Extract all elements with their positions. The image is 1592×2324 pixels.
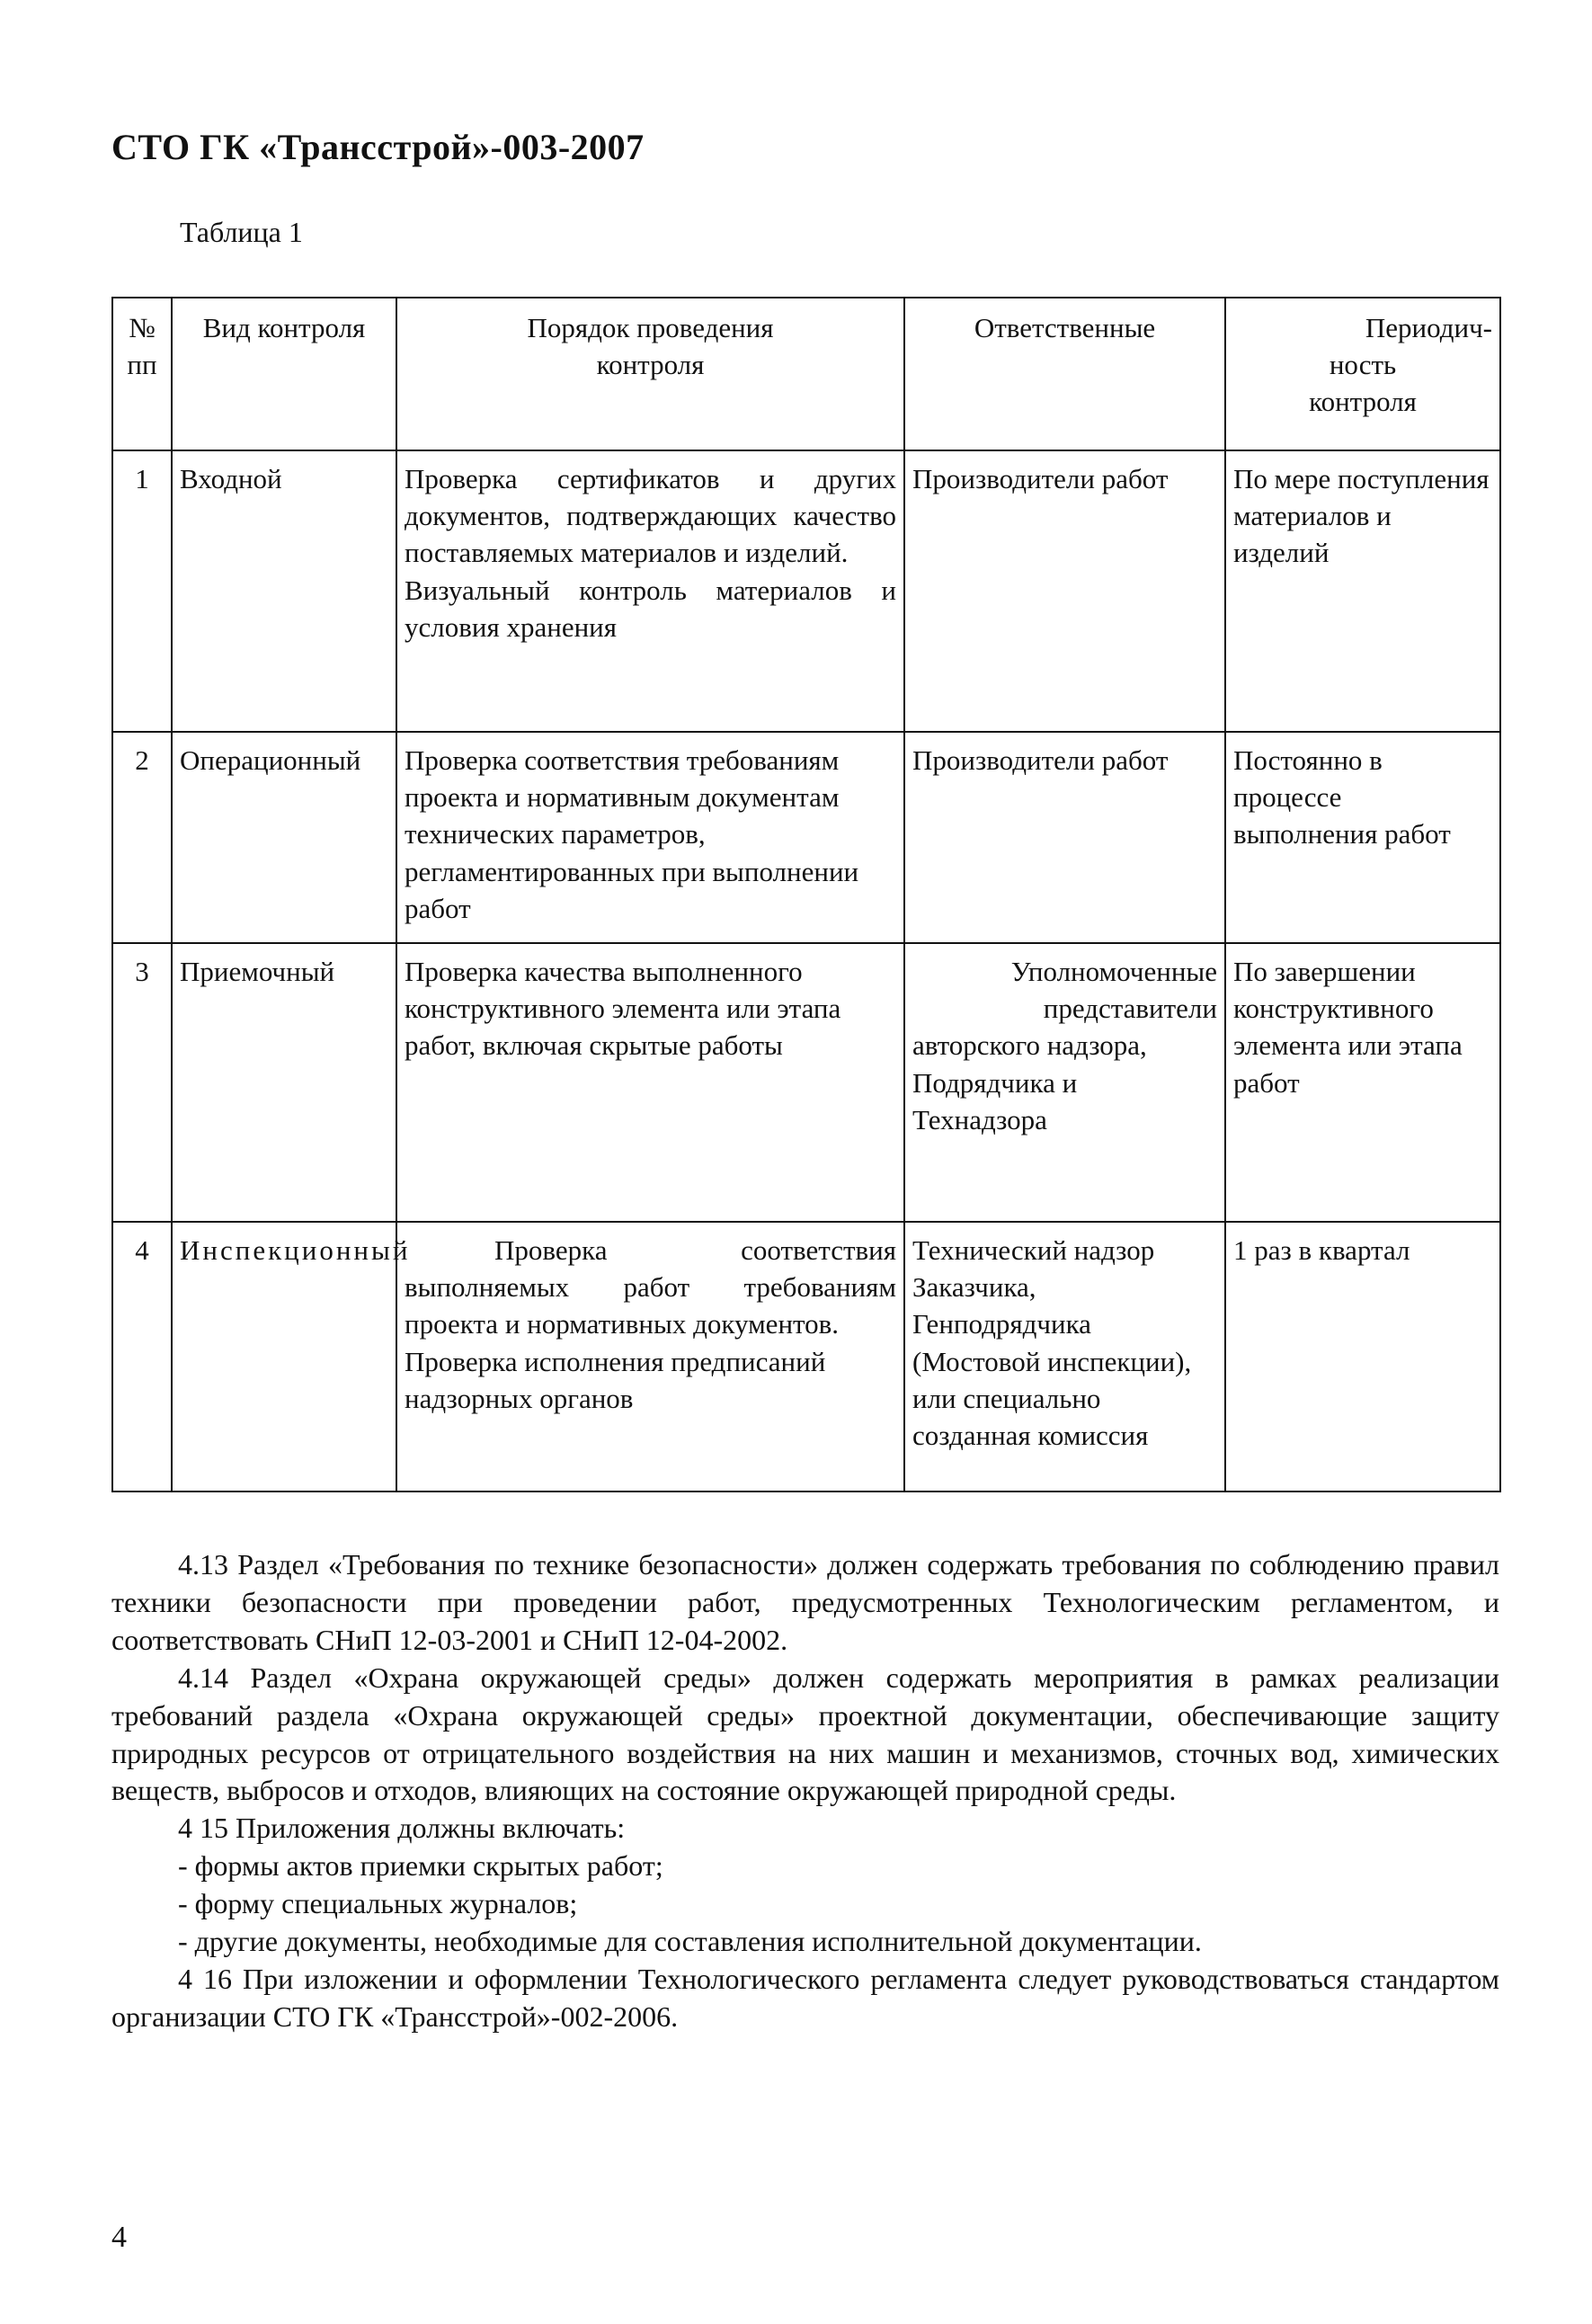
header-periodicity-line: контроля [1309, 386, 1417, 418]
procedure-text: Проверка сертификатов и других документов, подтверждающих качество поставляемых материалов и изделий. [405, 463, 896, 569]
row-control-type: Операционный [172, 732, 396, 943]
row-procedure [396, 1222, 904, 1491]
paragraph-4-16: 4 16 При изложении и оформлении Технологического регламента следует руководствоваться стандартом организации СТО ГК «Трансстрой»-002-2006. [111, 1962, 1499, 2033]
header-type: Вид контроля [172, 298, 396, 450]
row-periodicity: 1 раз в квартал [1225, 1222, 1500, 1491]
header-procedure [396, 298, 904, 450]
procedure-text: Проверка качества выполненного конструктивного элемента или этапа работ, включая скрытые работы [405, 956, 841, 1062]
table-row [112, 450, 1500, 732]
procedure-text: Проверка исполнения предписаний надзорных органов [405, 1345, 826, 1414]
table-row [112, 943, 1500, 1222]
row-responsible [904, 943, 1225, 1222]
control-table [111, 297, 1501, 1492]
row-responsible: Технический надзор Заказчика, Генподрядчика (Мостовой инспекции), или специально созданная комиссия [904, 1222, 1225, 1491]
row-periodicity: По завершении конструктивного элемента или этапа работ [1225, 943, 1500, 1222]
header-num-line: № [129, 312, 156, 343]
header-num-line: пп [127, 349, 157, 381]
row-number: 3 [112, 943, 172, 1222]
table-caption: Таблица 1 [180, 216, 303, 248]
responsible-text: Уполномоченные представители [1010, 956, 1217, 1025]
table-row [112, 732, 1500, 943]
header-procedure-line: Порядок проведения [527, 312, 774, 343]
header-periodicity-line: ность [1329, 349, 1397, 381]
row-control-type: Входной [172, 450, 396, 732]
procedure-text: Проверка соответствия требованиям проекта и нормативным документам технических параметров, регламентированных при выполнении работ [405, 744, 859, 924]
row-number: 4 [112, 1222, 172, 1491]
table-header-row [112, 298, 1500, 450]
table-row [112, 1222, 1500, 1491]
document-title: СТО ГК «Трансстрой»-003-2007 [111, 127, 645, 167]
header-num [112, 298, 172, 450]
paragraph-4-14: 4.14 Раздел «Охрана окружающей среды» должен содержать мероприятия в рамках реализации требований раздела «Охрана окружающей среды» проектной документации, обеспечивающие защиту природных ресурсов от отрицательного воздействия на них машин и механизмов, сточных вод, химических веществ, выбросов и отходов, влияющих на состояние окружающей природной среды. [111, 1661, 1499, 1807]
header-responsible: Ответственные [904, 298, 1225, 450]
list-item: - другие документы, необходимые для составления исполнительной документации. [178, 1925, 1202, 1958]
row-control-type: Приемочный [172, 943, 396, 1222]
header-procedure-line: контроля [596, 349, 705, 381]
row-procedure [396, 732, 904, 943]
row-procedure [396, 943, 904, 1222]
list-item: - формы актов приемки скрытых работ; [178, 1849, 663, 1883]
header-periodicity-line: Периодич- [1365, 312, 1492, 343]
row-periodicity: Постоянно в процессе выполнения работ [1225, 732, 1500, 943]
body-text [111, 1546, 1499, 2036]
list-item: - форму специальных журналов; [178, 1887, 578, 1920]
paragraph-4-15: 4 15 Приложения должны включать: [178, 1812, 626, 1845]
paragraph-4-13: 4.13 Раздел «Требования по технике безопасности» должен содержать требования по соблюдению правил техники безопасности при проведении работ, предусмотренных Технологическим регламентом, и соответствовать СНиП 12-03-2001 и СНиП 12-04-2002. [111, 1548, 1499, 1656]
row-periodicity: По мере поступления материалов и изделий [1225, 450, 1500, 732]
procedure-text: Проверка соответствия выполняемых работ требованиям проекта и нормативных документов. [405, 1234, 896, 1340]
header-periodicity [1225, 298, 1500, 450]
row-number: 1 [112, 450, 172, 732]
row-procedure [396, 450, 904, 732]
responsible-text: авторского надзора, Подрядчика и Технадзора [912, 1029, 1147, 1135]
procedure-text: Визуальный контроль материалов и условия хранения [405, 574, 896, 643]
row-number: 2 [112, 732, 172, 943]
row-responsible: Производители работ [904, 450, 1225, 732]
page-number: 4 [111, 2221, 127, 2254]
row-responsible: Производители работ [904, 732, 1225, 943]
row-control-type: Инспекционный [172, 1222, 396, 1491]
